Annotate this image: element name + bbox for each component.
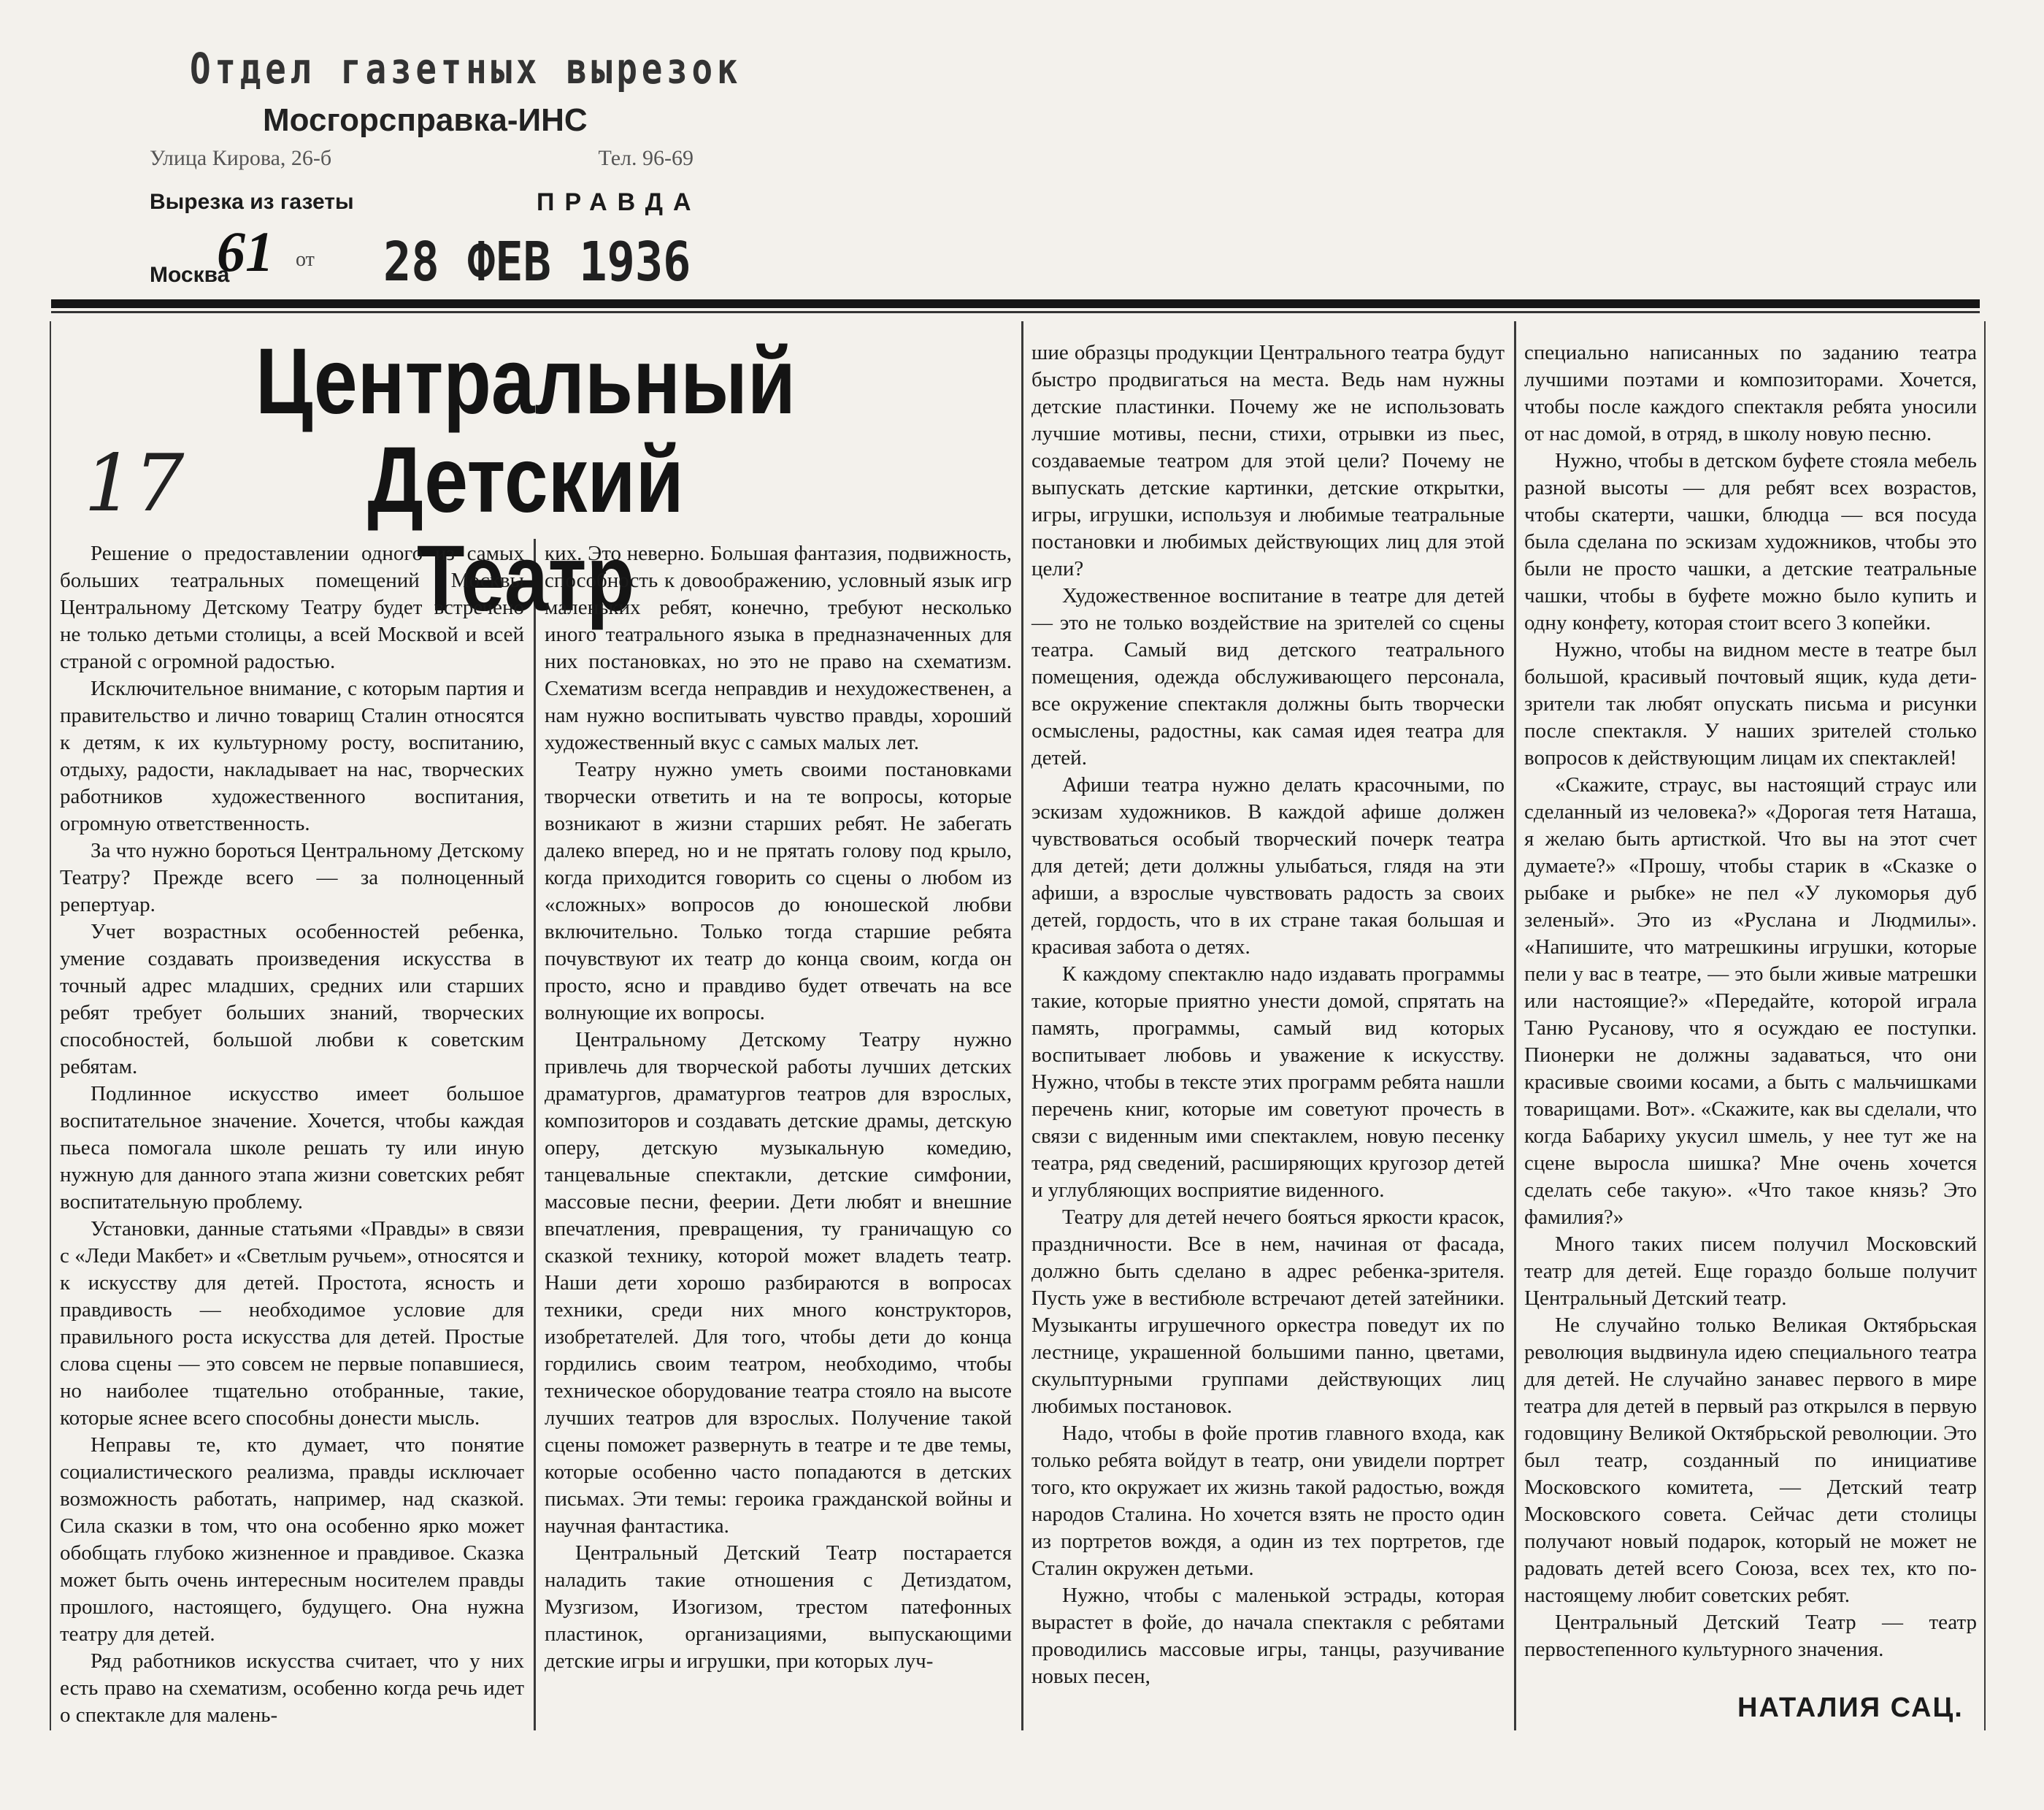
stamp-issue-number: 61: [217, 220, 274, 283]
column-rule-left: [50, 321, 51, 1730]
paragraph: Установки, данные статьями «Правды» в связи с «Леди Макбет» и «Светлым ручьем», относятся и к искусству для детей. Простота, ясность и правдивость — необходимое условие для правильного роста искусства для детей. Простые слова сцены — это совсем не первые попавшиеся, но наиболее тщательно отобранные, такие, которые яснее всего способны донести мысль.: [60, 1217, 524, 1430]
paragraph: Центральный Детский Театр постарается наладить такие отношения с Детиздатом, Музгизом, Изогизом, трестом патефонных пластинок, организациями, выпускающими детские игры и игрушки, при которых луч-: [545, 1541, 1012, 1673]
column-rule-1: [534, 539, 536, 1730]
stamp-office: Мосгорсправка-ИНС: [263, 102, 588, 138]
headline-line-2: Театр: [416, 526, 635, 631]
paragraph: Не случайно только Великая Октябрьская революция выдвинула идею специального театра для детей. Не случайно занавес первого в мире театра для детей в первый раз открылся в первую годовщину Великой Октябрьской революции. Это был театр, созданный по инициативе Московского комитета, — Детский театр Московского совета. Сейчас дети столицы получают новый подарок, который не может не радовать детей всего Союза, всех тех, кто по-настоящему любит советских ребят.: [1524, 1314, 1977, 1607]
paragraph: Нужно, чтобы с маленькой эстрады, которая вырастет в фойе, до начала спектакля с ребятами проводились массовые игры, танцы, разучивание новых песен,: [1031, 1584, 1505, 1688]
article-column-4: [1524, 340, 1977, 1663]
column-rule-right: [1984, 321, 1986, 1730]
paragraph: Художественное воспитание в театре для детей — это не только воздействие на зрителей со сцены театра. Самый вид детского театрального помещения, одежда обслуживающего персонала, все окружение спектакля должны быть творчески осмыслены, радостны, как самая идея театра для детей.: [1031, 584, 1505, 770]
article-column-2: [545, 540, 1012, 1675]
stamp-newspaper: ПРАВДА: [537, 188, 702, 216]
paragraph: Много таких писем получил Московский театр для детей. Еще гораздо больше получит Центральный Детский театр.: [1524, 1232, 1977, 1310]
paragraph: Нужно, чтобы на видном месте в театре был большой, красивый почтовый ящик, куда дети-зрители так любят опускать письма и рисунки после спектакля. У наших зрителей столько вопросов к действующим лицам их спектаклей!: [1524, 638, 1977, 770]
paragraph: Театру нужно уметь своими постановками творчески ответить и на те вопросы, которые возникают в жизни старших ребят. Не забегать далеко вперед, но и не прятать голову под крыло, когда приходится говорить со сцены о любом из «сложных» вопросов до юношеской любви включительно. Только тогда старшие ребята почувствуют их театр до конца своим, когда он просто, ясно и правдиво будет отвечать на все волнующие их вопросы.: [545, 758, 1012, 1024]
paragraph: Надо, чтобы в фойе против главного входа, как только ребята войдут в театр, они увидели портрет того, кто окружает их жизнь такой радостью, вождя народов Сталина. Но хочется взять не просто один из портретов вождя, а один из тех портретов, где Сталин окружен детьми.: [1031, 1422, 1505, 1580]
stamp-from-label: от: [296, 248, 315, 271]
header-rule-thick: [51, 299, 1980, 308]
stamp-address: Улица Кирова, 26-б: [150, 146, 332, 170]
paragraph: Подлинное искусство имеет большое воспитательное значение. Хочется, чтобы каждая пьеса помогала школе решать ту или иную нужную для данного этапа жизни советских ребят воспитательную проблему.: [60, 1082, 524, 1213]
paragraph: шие образцы продукции Центрального театра будут быстро продвигаться на места. Ведь нам нужны детские пластинки. Почему же не использовать лучшие мотивы, песни, стихи, отрывки из пьес, создаваемые театром для этой цели? Почему не выпускать детские картинки, детские открытки, игры, игрушки, используя и любимые театральные постановки и любимых действующих лиц для этой цели?: [1031, 341, 1505, 580]
paragraph: Решение о предоставлении одного из самых больших театральных помещений Москвы Центральному Детскому Театру будет встречено не только детьми столицы, а всей Москвой и всей страной с огромной радостью.: [60, 542, 524, 673]
column-rule-3: [1514, 321, 1516, 1730]
paragraph: специально написанных по заданию театра лучшими поэтами и композиторами. Хочется, чтобы после каждого спектакля ребята уносили от нас домой, в отряд, в школу новую песню.: [1524, 341, 1977, 445]
paragraph: К каждому спектаклю надо издавать программы такие, которые приятно унести домой, спрятать на память, программы, самый вид которых воспитывает любовь и уважение к искусству. Нужно, чтобы в тексте этих программ ребята нашли перечень книг, которые им советуют прочесть в связи с виденным ими спектаклем, новую песенку театра, ряд сведений, расширяющих кругозор детей и углубляющих восприятие виденного.: [1031, 962, 1505, 1202]
paragraph: Афиши театра нужно делать красочными, по эскизам художников. В каждой афише должен чувствоваться особый творческий почерк театра для детей; дети должны улыбаться, глядя на эти афиши, а взрослые чувствовать радость за своих детей, гордость, что в их стране такая большая и красивая забота о детях.: [1031, 773, 1505, 959]
headline-line-1: Центральный Детский: [256, 329, 796, 532]
article-column-1: [60, 540, 524, 1729]
paragraph: «Скажите, страус, вы настоящий страус или сделанный из человека?» «Дорогая тетя Наташа, я желаю быть артисткой. Что вы на этот счет думаете?» «Прошу, чтобы старик в «Сказке о рыбаке и рыбке» не пел «У лукоморья дуб зеленый». Это из «Руслана и Людмилы». «Напишите, что матрешкины игрушки, которые пели у вас в театре, — это были живые матрешки или настоящие?» «Передайте, которой играла Таню Русанову, что я осуждаю ее поступки. Пионерки не должны задаваться, что они красивые своими косами, а быть с мальчишками товарищами. Вот». «Скажите, как вы сделали, что когда Бабариху укусил шмель, у нее тут же на сцене выросла шишка? Мне очень хочется сделать себе такую». «Что такое князь? Это фамилия?»: [1524, 773, 1977, 1229]
paragraph: Учет возрастных особенностей ребенка, умение создавать произведения искусства в точный адрес младших, средних или старших ребят требует больших знаний, творческих способностей, большой любви к советским ребятам.: [60, 920, 524, 1078]
column-rule-2: [1021, 321, 1023, 1730]
handwritten-number: 17: [84, 438, 185, 529]
paragraph: Центральный Детский Театр — театр первостепенного культурного значения.: [1524, 1611, 1977, 1661]
paragraph: Театру для детей нечего бояться яркости красок, праздничности. Все в нем, начиная от фасада, должно быть сделано в адрес ребенка-зрителя. Пусть уже в вестибюле встречают детей затейники. Музыканты игрушечного оркестра поведут их по лестнице, украшенной большими панно, цветами, скульптурными группами действующих лиц любимых постановок.: [1031, 1205, 1505, 1418]
header-rule-thin: [51, 311, 1980, 313]
paragraph: Неправы те, кто думает, что понятие социалистического реализма, правды исключает возможность работать, например, над сказкой. Сила сказки в том, что она особенно ярко может обобщать глубоко жизненное и правдивое. Сказка может быть очень интересным носителем правды прошлого, настоящего, будущего. Она нужна театру для детей.: [60, 1433, 524, 1646]
stamp-city: Москва: [150, 263, 230, 287]
stamp-date: 28 ФЕВ 1936: [383, 231, 691, 294]
paragraph: Нужно, чтобы в детском буфете стояла мебель разной высоты — для ребят всех возрастов, чтобы скатерти, чашки, блюдца — вся посуда была сделана по эскизам художников, чтобы это были не просто чашки, а детские театральные чашки, чтобы в буфете можно было купить и одну конфету, которая стоит всего 3 копейки.: [1524, 449, 1977, 634]
clipping-stamp: [150, 44, 742, 294]
stamp-clipping-from: Вырезка из газеты: [150, 190, 354, 214]
stamp-department: Отдел газетных вырезок: [190, 44, 742, 93]
stamp-phone: Тел. 96-69: [598, 146, 694, 170]
paragraph: ких. Это неверно. Большая фантазия, подвижность, способность к довоображению, условный язык игр маленьких ребят, конечно, требуют несколько иного театрального языка в предназначенных для них постановках, но это не право на схематизм. Схематизм всегда неправдив и нехудожественен, а нам нужно воспитывать чувство правды, хороший художественный вкус с самых малых лет.: [545, 542, 1012, 754]
paragraph: За что нужно бороться Центральному Детскому Театру? Прежде всего — за полноценный репертуар.: [60, 839, 524, 916]
article-column-3: [1031, 340, 1505, 1690]
author-signature: НАТАЛИЯ САЦ.: [1737, 1692, 1964, 1723]
paragraph: Центральному Детскому Театру нужно привлечь для творческой работы лучших детских драматургов, драматургов театров для взрослых, композиторов и создавать детские драмы, детскую оперу, детскую музыкальную комедию, танцевальные спектакли, детские симфонии, массовые песни, феерии. Дети любят и внешние впечатления, превращения, ту граничащую со сказкой технику, которой может владеть театр. Наши дети хорошо разбираются в вопросах техники, среди них много конструкторов, изобретателей. Для того, чтобы дети до конца гордились своим театром, необходимо, чтобы техническое оборудование театра стояло на высоте лучших театров для взрослых. Получение такой сцены поможет развернуть в театре и те две темы, которые особенно часто попадаются в детских письмах. Эти темы: героика гражданской войны и научная фантастика.: [545, 1028, 1012, 1538]
paragraph: Исключительное внимание, с которым партия и правительство и лично товарищ Сталин относятся к детям, к их культурному росту, воспитанию, отдыху, радости, накладывает на нас, творческих работников художественного воспитания, огромную ответственность.: [60, 677, 524, 835]
paragraph: Ряд работников искусства считает, что у них есть право на схематизм, особенно когда речь идет о спектакле для малень-: [60, 1649, 524, 1727]
